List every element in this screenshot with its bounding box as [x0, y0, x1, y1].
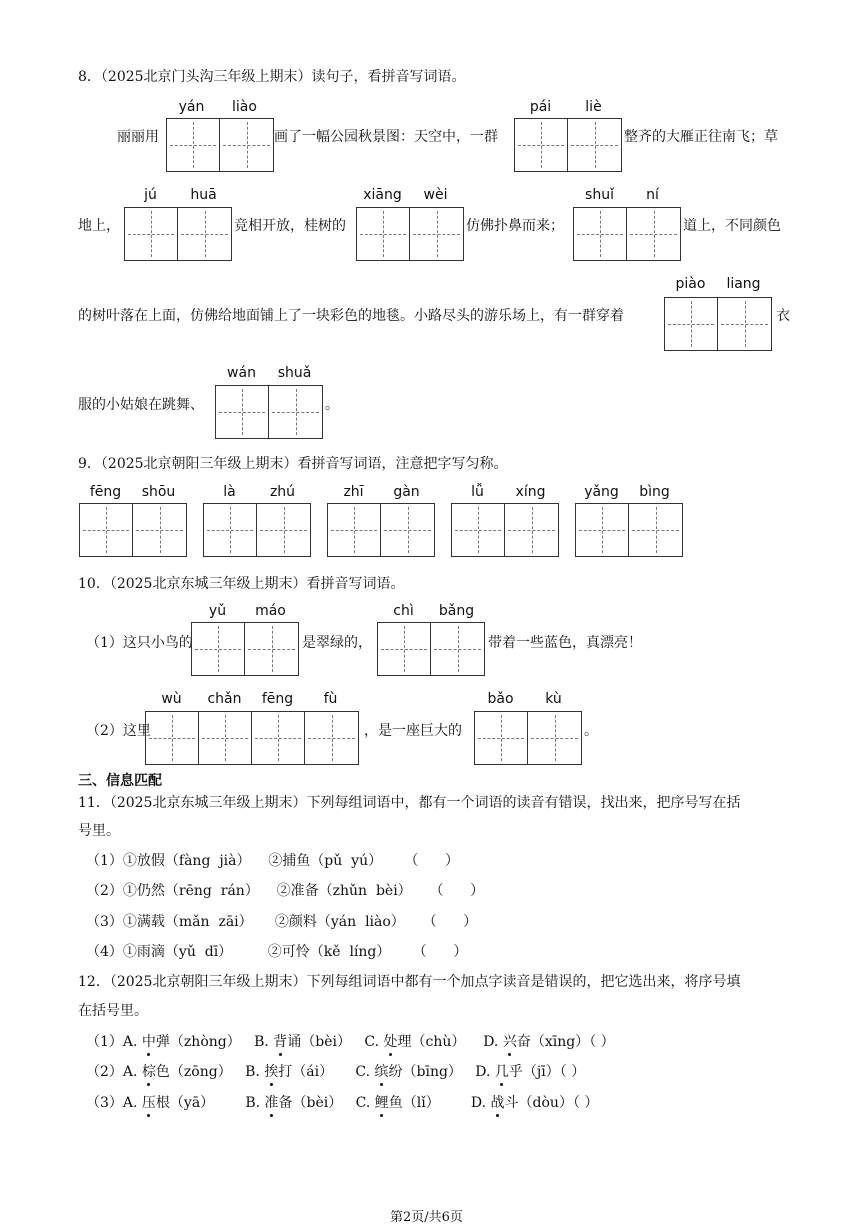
writing-box-pai-lie[interactable]	[514, 118, 622, 172]
q11-title-line2: 号里。	[78, 823, 120, 839]
q12-title-line1: 12．（2025北京朝阳三年级上期末）下列每组词语中都有一个加点字读音是错误的，把它选出来，将序号填	[78, 974, 741, 990]
writing-box-yan-liao[interactable]	[166, 118, 274, 172]
q12-row: （3）A. 压根（yā） B. 准备（bèi） C. 鲤鱼（lǐ） D. 战斗（dòu）（ ）	[86, 1092, 598, 1112]
q10-line1-text-c: 带着一些蓝色，真漂亮！	[488, 635, 642, 651]
page-number: 第2页/共6页	[390, 1210, 463, 1225]
q12-row: （2）A. 棕色（zōng） B. 挨打（ái） C. 缤纷（bīng） D. 几乎（jī）（ ）	[86, 1061, 585, 1081]
q10-line2-text-a: （2）这里	[86, 723, 151, 739]
pinyin-shui-ni: shuǐ ní	[585, 187, 659, 203]
writing-box-yang-bing[interactable]	[575, 503, 683, 557]
pinyin-zhi-gan: zhī gàn	[343, 484, 420, 500]
writing-box-ju-hua[interactable]	[124, 207, 232, 261]
pinyin-yu-mao: yǔ máo	[208, 603, 286, 619]
pinyin-wu-chan-feng-fu: wù chǎn fēng fù	[161, 691, 338, 707]
section-heading: 三、信息匹配	[78, 773, 162, 789]
q8-text-4: 地上，	[78, 218, 120, 234]
writing-box-feng-shou[interactable]	[79, 503, 187, 557]
q8-text-10: 服的小姑娘在跳舞、	[78, 397, 204, 413]
pinyin-feng-shou: fēng shōu	[89, 484, 176, 500]
pinyin-ju-hua: jú huā	[144, 187, 217, 203]
writing-box-xiang-wei[interactable]	[356, 207, 464, 261]
q8-title: 8．（2025北京门头沟三年级上期末）读句子，看拼音写词语。	[78, 69, 466, 85]
q12-title-line2: 在括号里。	[78, 1003, 148, 1019]
q11-title-line1: 11．（2025北京东城三年级上期末）下列每组词语中，都有一个词语的读音有错误，找出来，把序号写在括	[78, 795, 741, 811]
q10-line1-text-a: （1）这只小鸟的	[86, 635, 193, 651]
writing-box-piao-liang[interactable]	[664, 297, 772, 351]
q8-text-9: 衣	[776, 308, 790, 324]
pinyin-pai-lie: pái liè	[529, 99, 602, 115]
q11-item: （1）①放假（fàng jià） ②捕鱼（pǔ yú） （ ）	[86, 853, 460, 869]
q8-text-7: 道上，不同颜色	[683, 218, 781, 234]
pinyin-bao-ku: bǎo kù	[487, 691, 562, 707]
pinyin-yan-liao: yán liào	[178, 99, 257, 115]
pinyin-la-zhu: là zhú	[223, 484, 296, 500]
writing-box-la-zhu[interactable]	[203, 503, 311, 557]
q10-line2-text-c: 。	[584, 723, 598, 739]
pinyin-xiang-wei: xiāng wèi	[363, 187, 448, 203]
pinyin-piao-liang: piào liang	[675, 276, 761, 292]
q8-text-2: 画了一幅公园秋景图：天空中，一群	[274, 129, 498, 145]
writing-box-wu-chan-feng-fu[interactable]	[145, 711, 359, 765]
q8-text-8: 的树叶落在上面，仿佛给地面铺上了一块彩色的地毯。小路尽头的游乐场上，有一群穿着	[78, 308, 624, 324]
q8-text-5: 竞相开放，桂树的	[234, 218, 346, 234]
writing-box-bao-ku[interactable]	[474, 711, 582, 765]
writing-box-shui-ni[interactable]	[573, 207, 681, 261]
q12-row: （1）A. 中弹（zhòng） B. 背诵（bèi） C. 处理（chù） D. 兴奋（xīng）（ ）	[86, 1031, 615, 1051]
pinyin-wan-shua: wán shuǎ	[227, 365, 312, 381]
writing-box-yu-mao[interactable]	[191, 622, 299, 676]
q11-item: （3）①满载（mǎn zāi） ②颜料（yán liào） （ ）	[86, 914, 478, 930]
pinyin-chi-bang: chì bǎng	[393, 603, 475, 619]
q10-line1-text-b: 是翠绿的，	[302, 635, 372, 651]
writing-box-zhi-gan[interactable]	[327, 503, 435, 557]
q11-item: （4）①雨滴（yǔ dī） ②可怜（kě líng） （ ）	[86, 944, 468, 960]
pinyin-lv-xing: lǚ xíng	[471, 484, 546, 500]
q10-title: 10．（2025北京东城三年级上期末）看拼音写词语。	[78, 576, 405, 592]
writing-box-wan-shua[interactable]	[215, 385, 323, 439]
q8-text-3: 整齐的大雁正往南飞；草	[624, 129, 778, 145]
q8-text-11: 。	[325, 397, 339, 413]
q8-text-1: 丽丽用	[117, 129, 159, 145]
pinyin-yang-bing: yǎng bìng	[584, 484, 670, 500]
q11-item: （2）①仍然（rēng rán） ②准备（zhǔn bèi） （ ）	[86, 883, 485, 899]
q10-line2-text-b: ，是一座巨大的	[364, 723, 462, 739]
writing-box-chi-bang[interactable]	[377, 622, 485, 676]
q9-title: 9．（2025北京朝阳三年级上期末）看拼音写词语，注意把字写匀称。	[78, 456, 508, 472]
writing-box-lv-xing[interactable]	[451, 503, 559, 557]
q8-text-6: 仿佛扑鼻而来；	[466, 218, 564, 234]
